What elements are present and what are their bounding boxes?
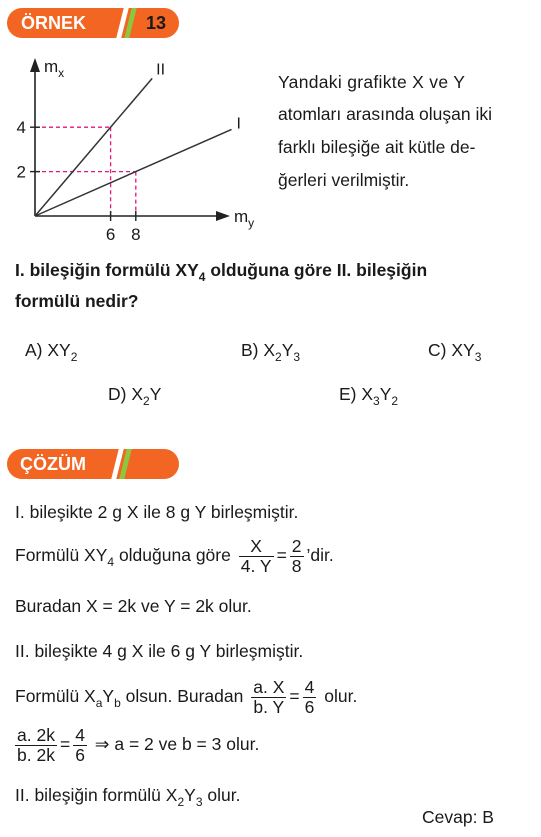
fraction-2-over-8: $\frac{2}{8}$ <box>291 536 302 576</box>
x-tick-label: 6 <box>105 225 116 244</box>
solution-line-1: I. bileşikte 2 g X ile 8 g Y birleşmiştir. <box>15 502 299 522</box>
series-line-i <box>35 129 232 216</box>
y-axis-label: $m_x$ <box>44 57 65 80</box>
question-line-2: formülü nedir? <box>15 291 139 311</box>
intro-line-4: ğerleri verilmiştir. <box>278 170 410 190</box>
y-tick-label: 2 <box>16 162 26 182</box>
intro-line-3: farklı bileşiğe ait kütle de- <box>278 137 476 157</box>
implies-arrow: ⇒ <box>94 734 110 755</box>
solution-line-4: II. bileşikte 4 g X ile 6 g Y birleşmiştir. <box>15 641 304 661</box>
y-tick-label: 4 <box>16 118 26 138</box>
solution-line-7: II. bileşiğin formülü $X_2Y_3$ olur. <box>15 785 241 809</box>
series-label-ii: II <box>156 61 166 79</box>
option-a[interactable]: A) $XY_2$ <box>25 340 78 364</box>
chart-guides <box>35 127 136 216</box>
solution-line-5: Formülü $X_aY_b$ olsun. Buradan $\frac{a. X}{b. Y}$ = $\frac{4}{6}$ olur. <box>15 677 358 717</box>
x-axis-label: $m_y$ <box>234 207 255 230</box>
series-label-i: I <box>236 115 242 133</box>
option-b[interactable]: B) $X_2Y_3$ <box>241 340 301 364</box>
fraction-4-over-6: $\frac{4}{6}$ <box>75 725 85 765</box>
question-line-1: I. bileşiğin formülü $XY_4$ olduğuna göre II. bileşiğin <box>15 260 428 284</box>
answer-label: Cevap: B <box>422 807 494 827</box>
x-tick-label: 8 <box>131 225 141 244</box>
example-badge-label: ÖRNEK <box>21 13 87 33</box>
intro-line-2: atomları arasında oluşan iki <box>278 104 492 124</box>
fraction-a2k-over-b2k: $\frac{a. 2k}{b. 2k}$ <box>17 725 55 765</box>
fraction-ax-over-by: $\frac{a. X}{b. Y}$ <box>253 677 285 717</box>
example-number: 13 <box>146 13 167 33</box>
chart-axes <box>30 58 230 221</box>
option-e[interactable]: E) $X_3Y_2$ <box>339 384 399 408</box>
series-line-ii <box>35 78 152 216</box>
solution-line-2: Formülü $XY_4$ olduğuna göre $\frac{X}{4. Y}$ = $\frac{2}{8}$ ’dir. <box>15 536 334 576</box>
option-d[interactable]: D) $X_2Y$ <box>108 384 162 408</box>
x-axis-label-sub: y <box>248 216 255 230</box>
mass-chart <box>0 0 270 250</box>
chart-series <box>35 61 241 216</box>
fraction-4-over-6: $\frac{4}{6}$ <box>304 677 315 717</box>
x-axis-arrow <box>216 211 230 221</box>
y-axis-arrow <box>30 58 40 72</box>
y-axis-label-sub: x <box>58 66 65 80</box>
solution-badge-label: ÇÖZÜM <box>20 454 86 474</box>
intro-line-1: Yandaki grafikte X ve Y <box>278 72 466 92</box>
fraction-x-over-4y: $\frac{X}{4. Y}$ <box>240 536 272 576</box>
solution-line-3: Buradan X = 2k ve Y = 2k olur. <box>15 596 252 616</box>
option-c[interactable]: C) $XY_3$ <box>428 340 482 364</box>
solution-line-6: $\frac{a. 2k}{b. 2k}$ = $\frac{4}{6}$ ⇒ a = 2 ve b = 3 olur. <box>17 725 260 765</box>
solution-badge <box>7 449 179 479</box>
